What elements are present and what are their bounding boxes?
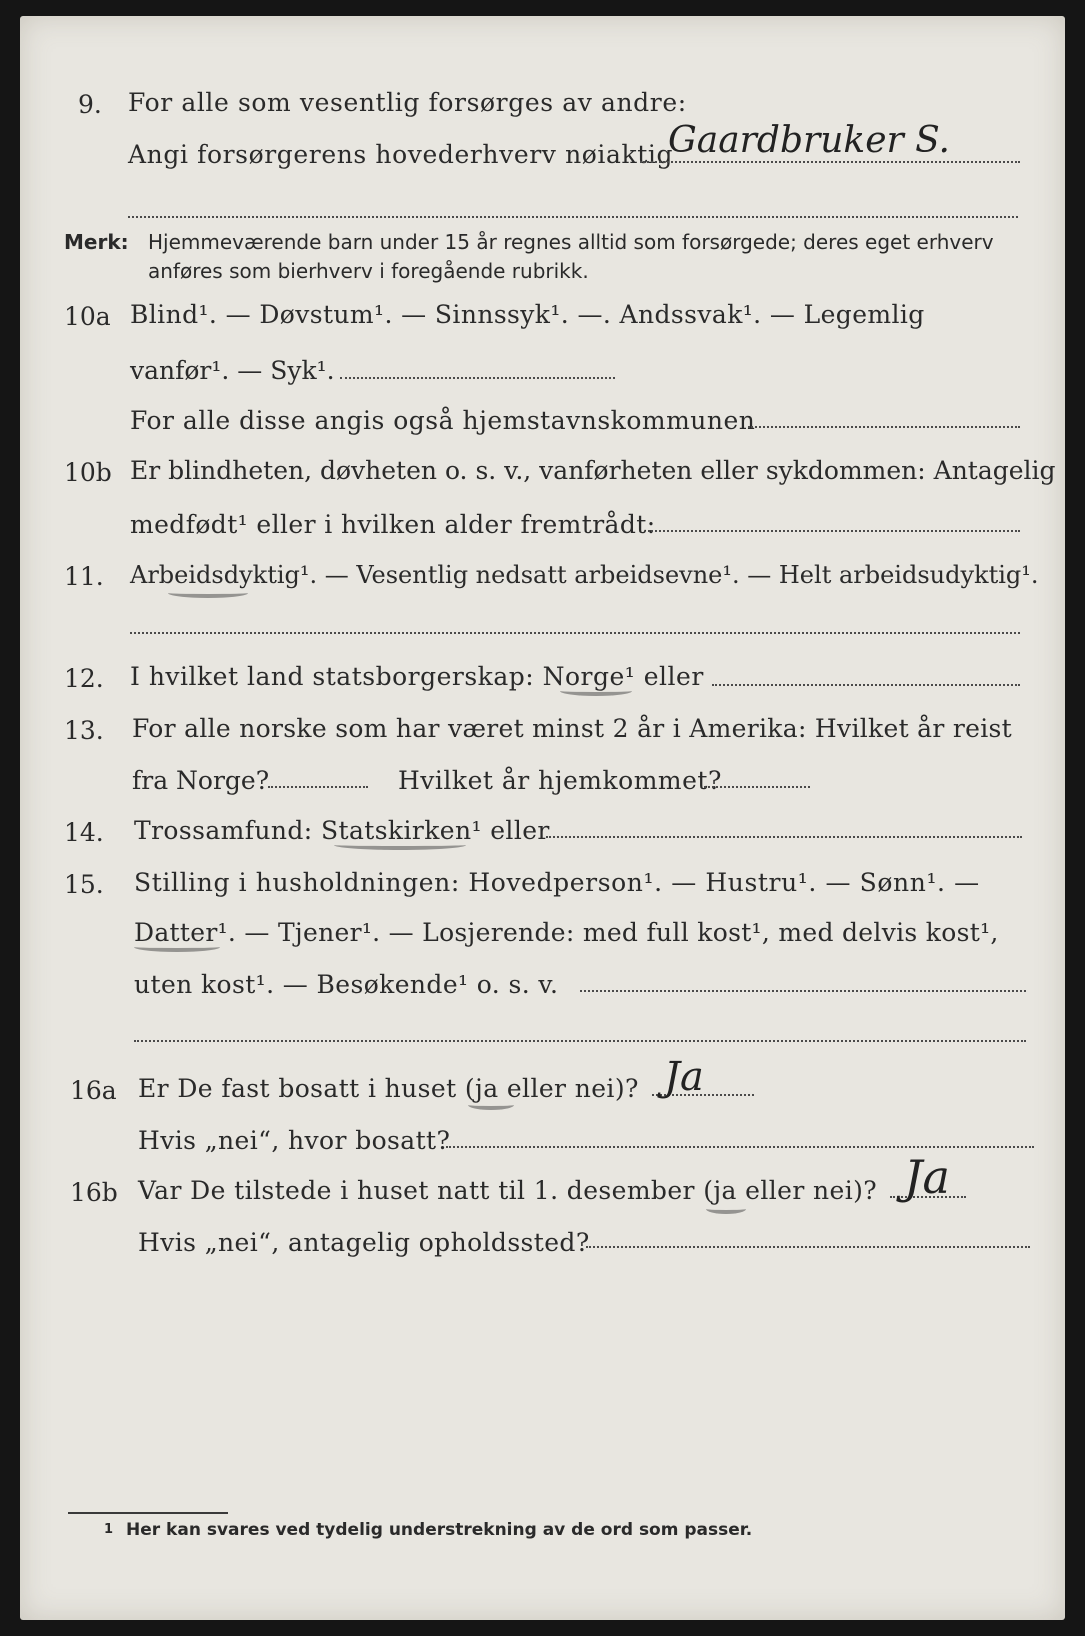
q14-underline-statskirken <box>334 840 466 850</box>
q16b-text-line1: Var De tilstede i huset natt til 1. desember (ja eller nei)? <box>138 1176 878 1205</box>
q15-text-line2: Datter¹. — Tjener¹. — Losjerende: med full kost¹, med delvis kost¹, <box>134 918 999 947</box>
q9-text-line2: Angi forsørgerens hovederhverv nøiaktig <box>128 140 674 169</box>
q14-answer-line <box>546 836 1022 838</box>
q14-number: 14. <box>64 818 104 847</box>
q15-extra-line <box>134 1040 1026 1042</box>
q9-handwritten-answer: Gaardbruker S. <box>668 120 950 161</box>
q15-answer-line <box>580 990 1026 992</box>
q16a-text-line1: Er De fast bosatt i huset (ja eller nei)? <box>138 1074 639 1103</box>
q12-number: 12. <box>64 664 104 693</box>
q16a-text-line2: Hvis „nei“, hvor bosatt? <box>138 1126 451 1155</box>
q10a-text-line3: For alle disse angis også hjemstavnskommunen <box>130 406 756 435</box>
q9-answer-line <box>640 161 1020 163</box>
q14-text-line1: Trossamfund: Statskirken¹ eller <box>134 816 550 845</box>
q16b-handwritten-answer: Ja <box>904 1150 950 1204</box>
q13-text-line2a: fra Norge? <box>132 766 270 795</box>
q12-answer-line <box>712 684 1020 686</box>
q9-text-line1: For alle som vesentlig forsørges av andre: <box>128 88 687 117</box>
q10b-text-line1: Er blindheten, døvheten o. s. v., vanførheten eller sykdommen: Antagelig <box>130 456 1056 485</box>
q10a-hjemstavn-line <box>748 426 1020 428</box>
q15-text-line1: Stilling i husholdningen: Hovedperson¹. — Hustru¹. — Sønn¹. — <box>134 868 980 897</box>
q16b-text-line2: Hvis „nei“, antagelig opholdssted? <box>138 1228 590 1257</box>
q10a-number: 10a <box>64 302 111 331</box>
q16b-underline-ja <box>706 1204 746 1214</box>
q12-text-line1: I hvilket land statsborgerskap: Norge¹ eller <box>130 662 704 691</box>
q15-text-line3: uten kost¹. — Besøkende¹ o. s. v. <box>134 970 559 999</box>
q13-hjemkommet-line <box>704 786 810 788</box>
q11-number: 11. <box>64 562 104 591</box>
q13-number: 13. <box>64 716 104 745</box>
q16a-number: 16a <box>70 1076 117 1105</box>
q13-text-line1: For alle norske som har været minst 2 år i Amerika: Hvilket år reist <box>132 714 1013 743</box>
q10b-text-line2: medfødt¹ eller i hvilken alder fremtrådt: <box>130 510 656 539</box>
q10a-text-line2: vanfør¹. — Syk¹. <box>130 356 335 385</box>
q11-underline-arbeidsdyktig <box>168 588 248 598</box>
footnote-mark: 1 <box>104 1522 114 1537</box>
q11-answer-line <box>130 632 1020 634</box>
merk-text-line1: Hjemmeværende barn under 15 år regnes alltid som forsørgede; deres eget erhverv <box>148 230 994 254</box>
q10b-number: 10b <box>64 458 112 487</box>
q10a-text-line1: Blind¹. — Døvstum¹. — Sinnssyk¹. —. Andssvak¹. — Legemlig <box>130 300 925 329</box>
merk-text-line2: anføres som bierhverv i foregående rubrikk. <box>148 259 589 283</box>
q16b-number: 16b <box>70 1178 118 1207</box>
q12-underline-norge <box>560 686 632 696</box>
q16a-handwritten-answer: Ja <box>664 1054 704 1100</box>
q9-number: 9. <box>78 90 102 119</box>
q10b-answer-line <box>648 530 1020 532</box>
q16a-bosatt-line <box>446 1146 1034 1148</box>
q15-underline-datter <box>134 942 220 952</box>
q15-number: 15. <box>64 870 104 899</box>
q16a-underline-ja <box>468 1100 514 1110</box>
merk-label: Merk: <box>64 230 129 254</box>
q11-text-line1: Arbeidsdyktig¹. — Vesentlig nedsatt arbeidsevne¹. — Helt arbeidsudyktig¹. <box>130 561 1039 589</box>
q16b-opholdssted-line <box>586 1246 1030 1248</box>
footnote-text: Her kan svares ved tydelig understrekning av de ord som passer. <box>126 1520 753 1540</box>
q13-reist-line <box>268 786 368 788</box>
footnote-rule <box>68 1512 228 1514</box>
q9-extra-line <box>128 216 1018 218</box>
q13-text-line2b: Hvilket år hjemkommet? <box>398 766 722 795</box>
q10a-answer-line <box>340 377 615 379</box>
